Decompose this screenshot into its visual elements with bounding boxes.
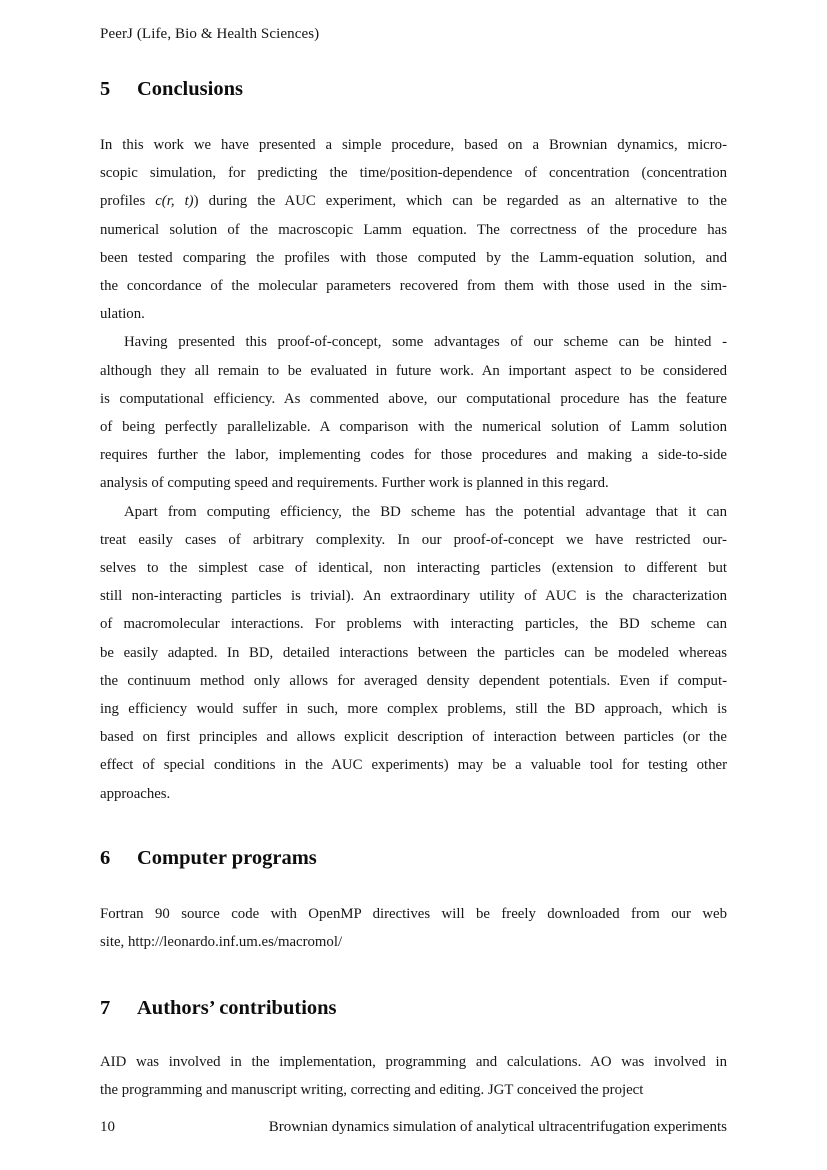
text-run: ing efficiency would suffer in such, more complex problems, still the BD approach, which is: [100, 701, 727, 718]
section-heading-authors-contributions: [100, 997, 337, 1020]
text-run: be easily adapted. In BD, detailed interactions between the particles can be modeled whereas: [100, 644, 727, 661]
text-run: based on first principles and allows explicit description of interaction between particles (or the: [100, 729, 727, 746]
text-line: [100, 272, 727, 300]
text-run: profiles: [100, 193, 156, 210]
text-run: approaches.: [100, 785, 171, 802]
section-title: Conclusions: [137, 78, 243, 100]
text-run: analysis of computing speed and requirements. Further work is planned in this regard.: [100, 475, 609, 492]
text-line: [100, 610, 727, 638]
text-line: [100, 159, 727, 187]
section-body-conclusions: [100, 131, 727, 808]
text-run: the programming and manuscript writing, correcting and editing. JGT conceived the project: [100, 1082, 644, 1099]
section-heading-computer-programs: [100, 847, 317, 870]
text-line: [100, 695, 727, 723]
page-number: 10: [100, 1119, 115, 1135]
text-run: treat easily cases of arbitrary complexity. In our proof-of-concept we have restricted our-: [100, 531, 727, 548]
section-number: 7: [100, 997, 111, 1019]
section-number: 6: [100, 847, 111, 869]
text-line: [100, 723, 727, 751]
running-title: Brownian dynamics simulation of analytical ultracentrifugation experiments: [268, 1119, 727, 1135]
section-title: Authors’ contributions: [137, 997, 337, 1019]
text-line: [100, 554, 727, 582]
text-run: is computational efficiency. As commented above, our computational procedure has the feature: [100, 390, 727, 407]
text-line: [100, 1076, 727, 1104]
text-run: site,: [100, 934, 128, 951]
section-body-computer-programs: [100, 900, 727, 956]
section-number: 5: [100, 78, 111, 100]
text-line: [100, 385, 727, 413]
text-run: requires further the labor, implementing codes for those procedures and making a side-to-side: [100, 447, 727, 464]
text-run: although they all remain to be evaluated in future work. An important aspect to be considered: [100, 362, 727, 379]
text-run: numerical solution of the macroscopic Lamm equation. The correctness of the procedure has: [100, 221, 727, 238]
text-run: ) during the AUC experiment, which can be regarded as an alternative to the: [193, 193, 728, 210]
text-run: Fortran 90 source code with OpenMP directives will be freely downloaded from our web: [100, 906, 727, 922]
source-code-url[interactable]: http://leonardo.inf.um.es/macromol/: [127, 934, 343, 951]
running-header: PeerJ (Life, Bio & Health Sciences): [100, 26, 320, 42]
text-line: [100, 131, 727, 159]
text-line: [100, 751, 727, 779]
text-line: [100, 300, 727, 328]
text-run: effect of special conditions in the AUC experiments) may be a valuable tool for testing other: [100, 757, 727, 774]
text-line: [100, 498, 727, 526]
text-run: Apart from computing efficiency, the BD scheme has the potential advantage that it can: [124, 503, 727, 520]
text-line: [100, 441, 727, 469]
text-run: ulation.: [100, 306, 145, 323]
text-line: [100, 900, 727, 928]
text-run: selves to the simplest case of identical, non interacting particles (extension to different but: [100, 560, 727, 577]
text-line: [100, 328, 727, 356]
text-run: AID was involved in the implementation, programming and calculations. AO was involved in: [100, 1054, 727, 1070]
text-run: the continuum method only allows for averaged density dependent potentials. Even if comput-: [100, 672, 727, 689]
text-line: [100, 582, 727, 610]
section-title: Computer programs: [137, 847, 317, 869]
text-line: [100, 780, 727, 808]
text-line: [100, 413, 727, 441]
text-line: [100, 928, 727, 956]
text-line: [100, 187, 727, 215]
text-line: [100, 469, 727, 497]
section-body-authors-contributions: [100, 1048, 727, 1104]
text-line: [100, 357, 727, 385]
section-heading-conclusions: [100, 78, 243, 101]
text-run: of being perfectly parallelizable. A comparison with the numerical solution of Lamm solution: [100, 419, 727, 436]
text-run: scopic simulation, for predicting the time/position-dependence of concentration (concentration: [100, 165, 727, 182]
text-run: Having presented this proof-of-concept, some advantages of our scheme can be hinted -: [124, 334, 727, 351]
text-line: [100, 639, 727, 667]
text-line: [100, 1048, 727, 1076]
text-run: been tested comparing the profiles with those computed by the Lamm-equation solution, and: [100, 249, 727, 266]
text-run: of macromolecular interactions. For problems with interacting particles, the BD scheme can: [100, 616, 727, 633]
text-run: c(r, t): [155, 193, 194, 210]
text-line: [100, 216, 727, 244]
text-line: [100, 244, 727, 272]
page-footer: [100, 1119, 727, 1136]
text-run: the concordance of the molecular parameters recovered from them with those used in the sim-: [100, 278, 727, 295]
text-run: In this work we have presented a simple procedure, based on a Brownian dynamics, micro-: [100, 137, 727, 153]
text-line: [100, 526, 727, 554]
text-run: still non-interacting particles is trivial). An extraordinary utility of AUC is the characterization: [100, 588, 727, 605]
text-line: [100, 667, 727, 695]
